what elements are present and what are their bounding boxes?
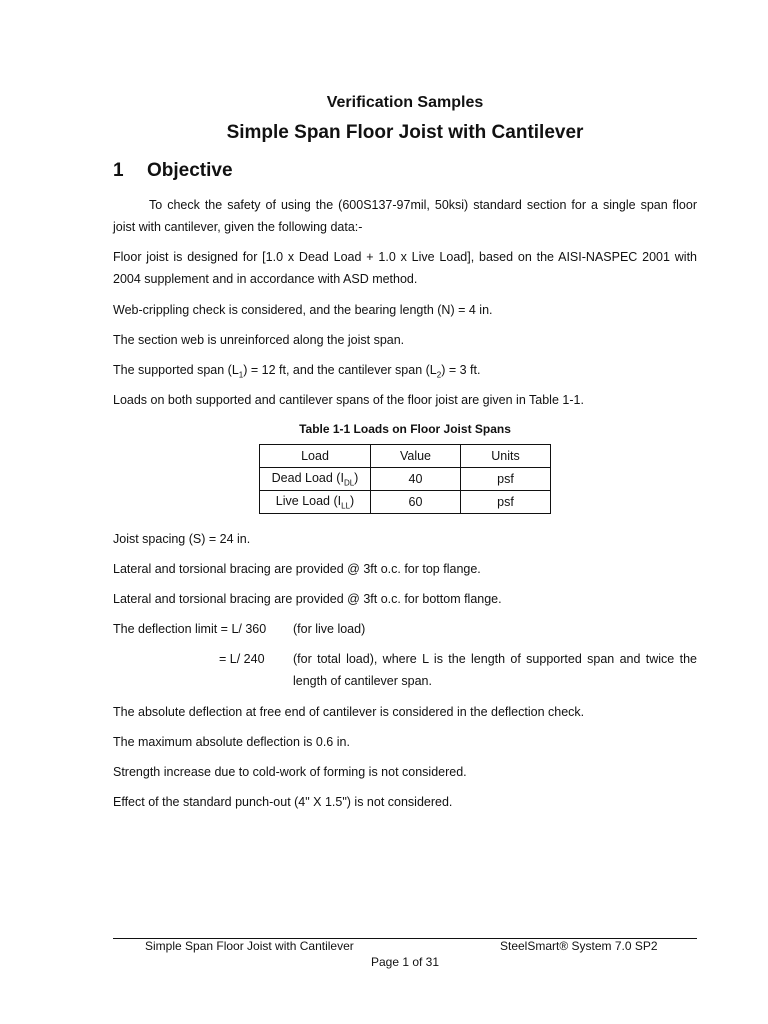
section-heading: [113, 160, 233, 182]
web-crippling-paragraph: Web-crippling check is considered, and the bearing length (N) = 4 in.: [113, 303, 493, 317]
table-cell-load: [260, 468, 371, 491]
span-text-c: ) = 12 ft, and the cantilever span (L: [243, 363, 437, 377]
table-header-load: Load: [260, 445, 371, 468]
footer-document-title: Simple Span Floor Joist with Cantilever: [145, 939, 354, 953]
design-paragraph: Floor joist is designed for [1.0 x Dead Load + 1.0 x Live Load], based on the AISI-NASPEC 2001 with 2004 supplement and in accordance with ASD method.: [113, 250, 697, 286]
table-cell-value: 60: [371, 491, 461, 514]
load-sub: DL: [343, 478, 355, 488]
footer-page-number: Page 1 of 31: [370, 955, 440, 969]
max-deflection-paragraph: The maximum absolute deflection is 0.6 in.: [113, 735, 350, 749]
load-label: Dead Load (I: [271, 470, 344, 485]
table-header-units: Units: [461, 445, 551, 468]
span-sub-2: 2: [436, 370, 442, 380]
load-close: ): [354, 470, 359, 485]
strength-paragraph: Strength increase due to cold-work of forming is not considered.: [113, 765, 467, 779]
document-supertitle: Verification Samples: [326, 94, 484, 111]
loads-paragraph: Loads on both supported and cantilever spans of the floor joist are given in Table 1-1.: [113, 393, 584, 407]
table-cell-value: 40: [371, 468, 461, 491]
deflection-limit-total: = L/ 240: [219, 652, 265, 666]
span-text-a: The supported span (L: [113, 363, 239, 377]
table-row: [260, 468, 551, 491]
bracing-top-paragraph: Lateral and torsional bracing are provided @ 3ft o.c. for top flange.: [113, 562, 481, 576]
span-text-e: ) = 3 ft.: [441, 363, 481, 377]
table-row: [260, 491, 551, 514]
spacing-paragraph: Joist spacing (S) = 24 in.: [113, 532, 251, 546]
load-close: ): [350, 493, 355, 508]
bracing-bottom-paragraph: Lateral and torsional bracing are provided @ 3ft o.c. for bottom flange.: [113, 592, 502, 606]
table-header-row: [260, 445, 551, 468]
deflection-note-live: (for live load): [293, 622, 366, 636]
web-paragraph: The section web is unreinforced along the joist span.: [113, 333, 405, 347]
table-header-value: Value: [371, 445, 461, 468]
intro-paragraph: To check the safety of using the (600S137-97mil, 50ksi) standard section for a single span floor joist with cantilever, given the following data:-: [113, 198, 697, 234]
table-cell-units: psf: [461, 468, 551, 491]
table-caption: Table 1-1 Loads on Floor Joist Spans: [299, 422, 511, 436]
section-number: 1: [113, 160, 124, 181]
loads-table: [259, 444, 551, 514]
punchout-paragraph: Effect of the standard punch-out (4" X 1.5") is not considered.: [113, 795, 453, 809]
section-title: Objective: [147, 160, 233, 181]
span-paragraph: [113, 359, 697, 387]
span-sub-1: 1: [238, 370, 244, 380]
deflection-limit-live: The deflection limit = L/ 360: [113, 622, 267, 636]
table-cell-load: [260, 491, 371, 514]
deflection-note-total: (for total load), where L is the length of supported span and twice the length of cantilever span.: [293, 652, 697, 688]
footer-product-name: SteelSmart® System 7.0 SP2: [500, 939, 658, 953]
document-title: Simple Span Floor Joist with Cantilever: [226, 122, 584, 143]
absolute-deflection-paragraph: The absolute deflection at free end of cantilever is considered in the deflection check.: [113, 705, 585, 719]
load-label: Live Load (I: [275, 493, 342, 508]
table-cell-units: psf: [461, 491, 551, 514]
load-sub: LL: [341, 501, 351, 511]
